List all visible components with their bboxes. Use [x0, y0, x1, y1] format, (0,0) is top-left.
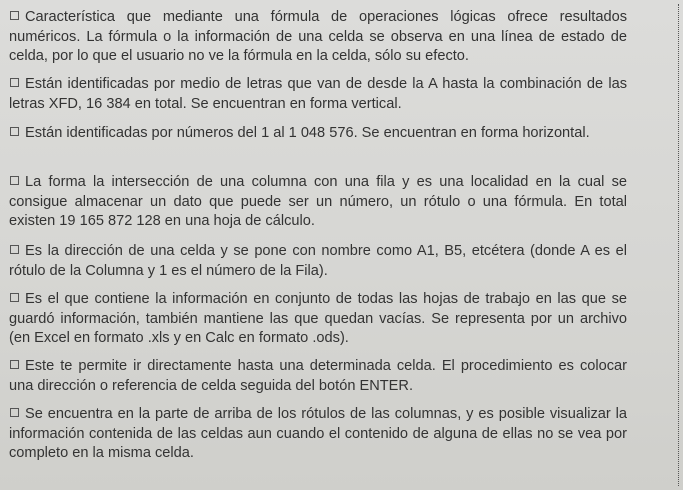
- definition-text: Es la dirección de una celda y se pone con nombre como A1, B5, etcétera (donde A es el rótulo de la Columna y 1 es el número de la Fila).: [9, 243, 627, 279]
- definition-text: Están identificadas por números del 1 al 1 048 576. Se encuentran en forma horizontal.: [25, 125, 590, 141]
- definition-text: Es el que contiene la información en conjunto de todas las hojas de trabajo en las que se guardó información, también mantiene las que quedan vacías. Se representa por un archivo (en Excel en formato .xls y en Calc en formato .ods).: [9, 291, 627, 346]
- checkbox-icon[interactable]: [10, 78, 19, 87]
- definition-text: Característica que mediante una fórmula de operaciones lógicas ofrece resultados numéricos. La fórmula o la información de una celda se observa en una línea de estado de celda, por lo que el usuario no ve la fórmula en la celda, sólo su efecto.: [9, 9, 627, 64]
- definition-text: Están identificadas por medio de letras que van de desde la A hasta la combinación de las letras XFD, 16 384 en total. Se encuentran en forma vertical.: [9, 76, 627, 112]
- definition-text: La forma la intersección de una columna con una fila y es una localidad en la cual se consigue almacenar un dato que puede ser un número, un rótulo o una fórmula. En total existen 19 165 872 128 en una hoja de cálculo.: [9, 174, 627, 229]
- checkbox-icon[interactable]: [10, 360, 19, 369]
- definition-item: [9, 8, 627, 67]
- checkbox-icon[interactable]: [10, 408, 19, 417]
- definition-text: Se encuentra en la parte de arriba de los rótulos de las columnas, y es posible visualizar la información contenida de las celdas aun cuando el contenido de alguna de ellas no se vea por completo en la misma celda.: [9, 406, 627, 461]
- definition-item: [9, 75, 627, 114]
- definition-item: [9, 290, 627, 349]
- dotted-margin-line: [677, 4, 679, 486]
- checkbox-icon[interactable]: [10, 127, 19, 136]
- definition-item: [9, 357, 627, 396]
- checkbox-icon[interactable]: [10, 176, 19, 185]
- checkbox-icon[interactable]: [10, 293, 19, 302]
- definition-item: [9, 124, 627, 144]
- definition-item: [9, 242, 627, 281]
- definition-item: [9, 173, 627, 232]
- checkbox-icon[interactable]: [10, 245, 19, 254]
- definition-item: [9, 405, 627, 464]
- checkbox-icon[interactable]: [10, 11, 19, 20]
- definition-text: Este te permite ir directamente hasta una determinada celda. El procedimiento es colocar una dirección o referencia de celda seguida del botón ENTER.: [9, 358, 627, 394]
